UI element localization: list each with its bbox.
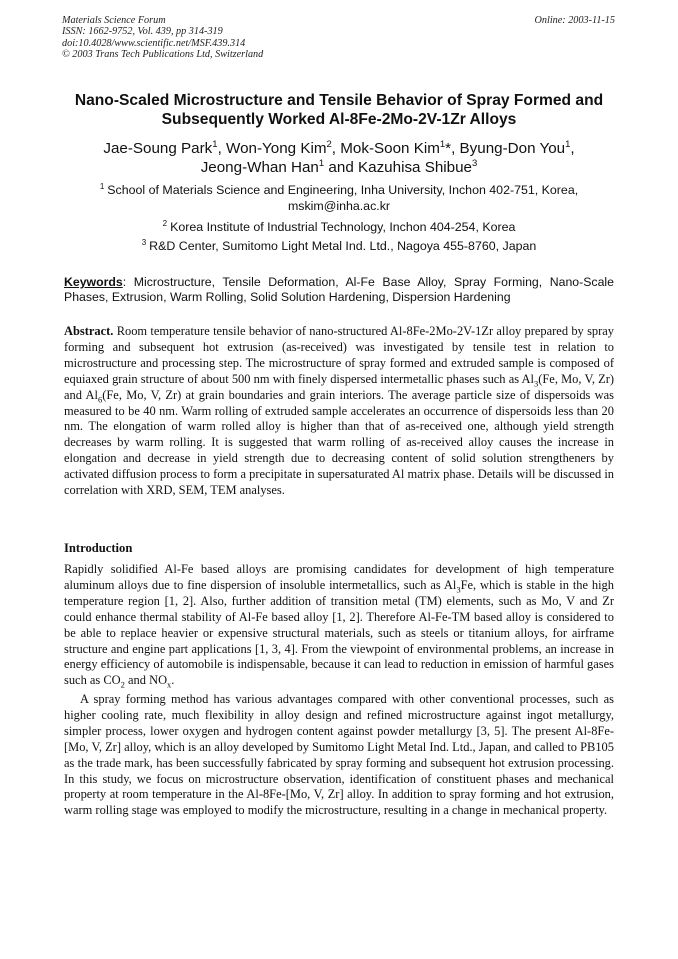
author-affil-mark: 1 [439,138,446,150]
author-name: Mok-Soon Kim [340,140,440,157]
abstract-text: (Fe, Mo, V, Zr) and Al [64,371,614,402]
author-line-1: Jae-Soung Park$^1$, Won-Yong Kim$^2$, Mok-Soon Kim$^1$*, Byung-Don You$^1$, [103,138,575,157]
abstract-label: Abstract. [64,324,114,338]
copyright-line: © 2003 Trans Tech Publications Ltd, Switzerland [62,49,264,61]
author-affil-mark: 1 [212,138,218,150]
keywords: Keywords: Microstructure, Tensile Deformation, Al-Fe Base Alloy, Spray Forming, Nano-Scale Phases, Extrusion, Warm Rolling, Solid Solution Hardening, Dispersion Hardening [64,275,614,304]
author-line-2 [40,158,638,177]
author-list [40,139,638,177]
keywords-label: Keywords [64,275,123,289]
abstract [64,324,614,499]
author-affil-mark: 3 [472,157,478,169]
abstract-text: (Fe, Mo, V, Zr) at grain boundaries and grain interiors. The average particle size of dispersoids was measured to be 40 nm. Warm rolling of extruded sample accelerates an occurrence of dispersoids less than 20 nm. The elongation of warm rolled alloy is higher than that of as-received one, although yield strength decreases by warm rolling. It is suggested that warm rolling of as-received alloy causes the increase in elongation and decrease in yield strength due to decreasing content of solid solution strengtheners by activated diffusion process to form a precipitate in supersaturated Al matrix phase. Details will be discussed in correlation with XRD, SEM, TEM analyses. [64,387,614,498]
affiliation-2 [50,219,628,235]
affiliation-text: Korea Institute of Industrial Technology, Inchon 404-254, Korea [170,220,516,234]
online-date: Online: 2003-11-15 [534,15,615,26]
subscript: x [167,679,172,690]
author-affil-mark: 2 [326,138,332,150]
author-name: Won-Yong Kim [226,140,327,157]
issn-line: ISSN: 1662-9752, Vol. 439, pp 314-319 [62,26,223,38]
affiliation-mark: 3 [141,237,147,247]
journal-header [62,15,615,61]
subscript: 2 [120,679,125,690]
paper-title [40,91,638,129]
title-line-2: Subsequently Worked Al-8Fe-2Mo-2V-1Zr Alloys [161,111,517,128]
author-name: Byung-Don You [459,140,566,157]
author-and: and [328,159,354,176]
author-name: Jae-Soung Park [103,140,213,157]
affiliation-mark: 1 [99,181,105,191]
title-line-1: Nano-Scaled Microstructure and Tensile Behavior of Spray Formed and [74,92,604,109]
author-affil-mark: 1 [565,138,571,150]
affiliation-text: R&D Center, Sumitomo Light Metal Ind. Ltd., Nagoya 455-8760, Japan [149,239,537,253]
intro-text: . [171,673,175,688]
intro-text: Fe, which is stable in the high temperature region [1, 2]. Also, further addition of transition metal (TM) elements, such as Mo, V and Zr could enhance thermal stability of Al-Fe based alloy [1, 2]. Therefore Al-Fe-TM based alloy is considered to be able to replace heavier or expensive structural materials, such as steels or titanium alloys, for airframe structure and engine part applications [1, 3, 4]. From the viewpoint of environmental problems, an increase in energy efficiency of automobile is indispensable, because it can lead to reduction in emission of harmful gases such as CO [64,577,614,688]
introduction-paragraph-2: A spray forming method has various advantages compared with other conventional processes, such as higher cooling rate, much flexibility in alloy design and refined microstructure against ingot metallurgy, simpler process, lower oxygen and hydrogen content against powder metallurgy [3, 5]. The present Al-8Fe-[Mo, V, Zr] alloy, which is an alloy developed by Sumitomo Light Metal Ind. Ltd., Japan, and called to PB105 as the trade mark, has been successfully fabricated by spray forming and subsequent hot extrusion processing. In this study, we focus on microstructure observation, identification of constituent phases and mechanical property at room temperature in the Al-8Fe-[Mo, V, Zr] alloy. In addition to spray forming and hot extrusion, warm rolling stage was employed to modify the microstructure, resulting in a change in mechanical property. [64,692,614,818]
author-name: Jeong-Whan Han [200,159,319,176]
doi-line: doi:10.4028/www.scientific.net/MSF.439.314 [62,37,246,49]
abstract-text: Room temperature tensile behavior of nano-structured Al-8Fe-2Mo-2V-1Zr alloy prepared by spray forming and subsequent hot extrusion (as-received) was investigated by tensile test in relation to microstructure and processing step. The microstructure of spray formed and extruded sample is composed of equiaxed grain structure of about 500 nm with finely dispersed intermetallic phases such as Al [64,324,615,386]
affiliation-text: School of Materials Science and Engineering, Inha University, Inchon 402-751, Korea, [107,183,579,197]
corresponding-mark: * [445,140,452,157]
subscript: 3 [456,584,461,595]
author-affil-mark: 1 [318,157,325,169]
subscript: 6 [97,394,103,405]
affiliation-1 [50,182,628,214]
author-email[interactable]: mskim@inha.ac.kr [287,199,391,213]
keywords-text: Microstructure, Tensile Deformation, Al-Fe Base Alloy, Spray Forming, Nano-Scale Phases, Extrusion, Warm Rolling, Solid Solution Hardening, Dispersion Hardening [64,275,614,304]
intro-text: and NO [124,673,168,688]
affiliation-mark: 2 [162,218,168,228]
intro-text: Rapidly solidified Al-Fe based alloys are promising candidates for development of high temperature aluminum alloys due to fine dispersion of insoluble intermetallics, such as Al [64,562,614,592]
introduction-paragraph-1 [64,562,614,689]
introduction-heading: Introduction [64,541,133,555]
author-name: Kazuhisa Shibue [358,159,472,176]
journal-name: Materials Science Forum [62,15,166,26]
subscript: 3 [534,378,539,389]
affiliation-3 [50,238,628,254]
